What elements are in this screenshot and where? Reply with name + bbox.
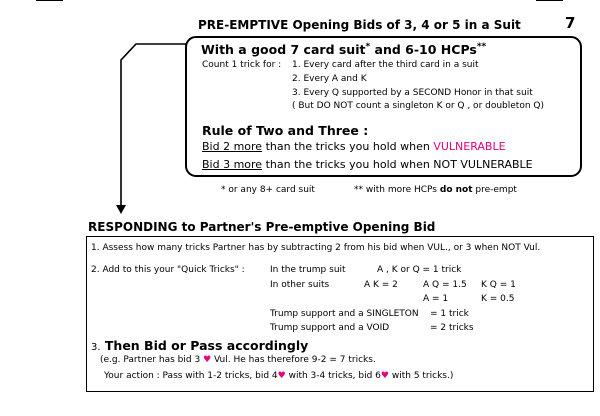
count-item-2: 2. Every A and K [292, 74, 367, 84]
footnote-marker-1: * [365, 42, 371, 52]
footnote-2-a: ** with more HCPs [354, 185, 440, 195]
step-3-number: 3. [91, 342, 101, 353]
rule1-prefix: Bid 2 more [202, 140, 263, 153]
example-line [100, 355, 376, 365]
step-1: 1. Assess how many tricks Partner has by subtracting 2 from his bid when VUL., or 3 when NOT Vul. [91, 243, 541, 253]
rule-heading: Rule of Two and Three : [202, 123, 369, 138]
action-b: with 3-4 tricks, bid 6 [285, 371, 381, 381]
count-item-4: ( But DO NOT count a singleton K or Q , or doubleton Q) [292, 101, 544, 111]
step-2-label: 2. Add to this your "Quick Tricks" : [91, 265, 245, 275]
rule-line-2 [202, 158, 533, 171]
footnote-2 [354, 185, 517, 195]
other-aq: A Q = 1.5 [423, 280, 467, 290]
other-a: A = 1 [423, 294, 449, 304]
step-3 [91, 338, 308, 353]
void-label: Trump support and a VOID [270, 323, 390, 333]
footnote-marker-2: ** [476, 42, 487, 52]
other-k: K = 0.5 [481, 294, 515, 304]
count-item-1: 1. Every card after the third card in a suit [292, 60, 479, 70]
action-a: Your action : Pass with 1-2 tricks, bid 4 [104, 371, 278, 381]
trump-label: In the trump suit [270, 265, 346, 275]
box1-heading-a: With a good 7 card suit [201, 42, 366, 58]
singleton-label: Trump support and a SINGLETON [270, 309, 419, 319]
other-ak: A K = 2 [364, 280, 398, 290]
rule1-mid: than the tricks you hold when [262, 140, 434, 153]
heart-icon: ♥ [380, 371, 389, 381]
footnote-1: * or any 8+ card suit [221, 185, 315, 195]
heart-icon: ♥ [203, 355, 212, 365]
step-3-heading: Then Bid or Pass accordingly [104, 338, 309, 353]
count-label: Count 1 trick for : [202, 60, 282, 70]
page-title: PRE-EMPTIVE Opening Bids of 3, 4 or 5 in a Suit [198, 18, 521, 32]
footnote-2-b: pre-empt [472, 185, 517, 195]
rule2-prefix: Bid 3 more [202, 158, 263, 171]
responding-title: RESPONDING to Partner's Pre-emptive Opening Bid [88, 220, 436, 234]
box1-heading [201, 42, 486, 57]
rule-line-1 [202, 140, 506, 153]
other-label: In other suits [270, 280, 330, 290]
rule2-mid: than the tricks you hold when NOT VULNERABLE [262, 158, 533, 171]
void-value: = 2 tricks [430, 323, 474, 333]
other-kq: K Q = 1 [481, 280, 516, 290]
page-number: 7 [565, 14, 576, 32]
heart-icon: ♥ [277, 371, 286, 381]
count-item-3: 3. Every Q supported by a SECOND Honor in that suit [292, 88, 533, 98]
action-line [104, 371, 453, 381]
example-b: Vul. He has therefore 9-2 = 7 tricks. [211, 355, 376, 365]
action-c: with 5 tricks.) [389, 371, 454, 381]
footnote-2-bold: do not [439, 185, 473, 195]
rule1-highlight: VULNERABLE [433, 140, 506, 153]
example-a: (e.g. Partner has bid 3 [100, 355, 204, 365]
trump-value: A , K or Q = 1 trick [377, 265, 462, 275]
singleton-value: = 1 trick [430, 309, 469, 319]
box1-heading-b: and 6-10 HCPs [370, 42, 477, 58]
